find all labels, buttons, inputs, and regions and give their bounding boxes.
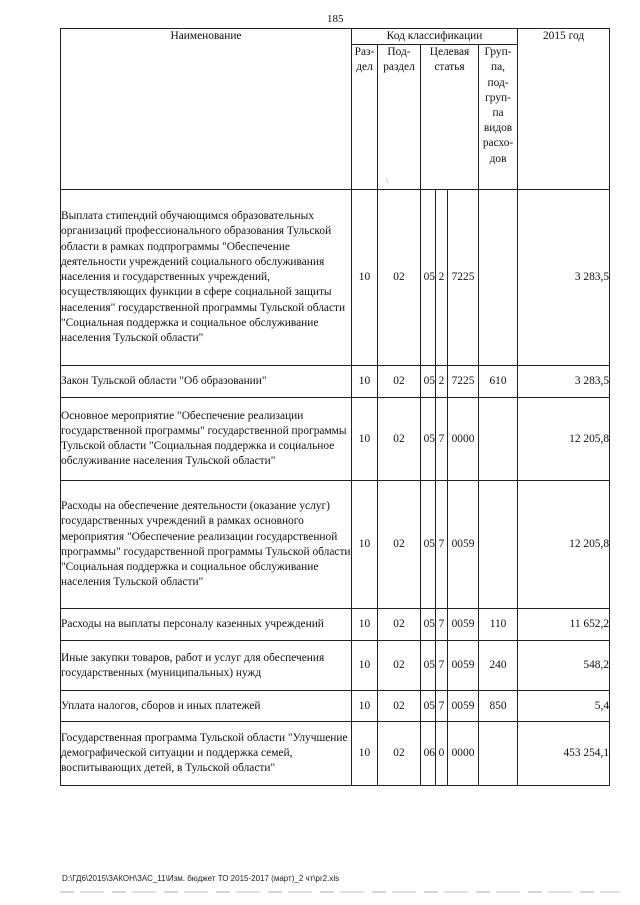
header-name: Наименование <box>61 29 352 190</box>
scan-artifact-line <box>60 891 620 893</box>
row-article-subprogram: 7 <box>436 609 448 641</box>
row-article-direction: 7225 <box>448 366 479 398</box>
row-article-direction: 0059 <box>448 641 479 691</box>
row-amount: 12 205,8 <box>518 398 610 481</box>
table-body <box>61 190 610 786</box>
row-article-subprogram: 7 <box>436 481 448 609</box>
row-subsection: 02 <box>378 366 421 398</box>
row-name: Расходы на обеспечение деятельности (оказание услуг) государственных учреждений в рамках основного мероприятия "Обеспечение реализации государственной программы" государственной программы Тульской области "Социальная поддержка и социальное обслуживание населения Тульской области" <box>61 481 352 609</box>
header-year: 2015 год <box>518 29 610 190</box>
row-amount: 3 283,5 <box>518 190 610 366</box>
row-subsection: 02 <box>378 481 421 609</box>
header-section: Раз- дел <box>352 45 378 190</box>
row-article-program: 05 <box>421 481 436 609</box>
row-section: 10 <box>352 366 378 398</box>
row-article-direction: 0059 <box>448 691 479 722</box>
row-article-subprogram: 7 <box>436 641 448 691</box>
row-article-subprogram: 2 <box>436 366 448 398</box>
row-article-subprogram: 2 <box>436 190 448 366</box>
row-name: Иные закупки товаров, работ и услуг для обеспечения государственных (муниципальных) нужд <box>61 641 352 691</box>
row-subsection: 02 <box>378 398 421 481</box>
budget-table <box>60 28 610 786</box>
row-article-direction: 0059 <box>448 609 479 641</box>
page-number: 185 <box>327 13 344 25</box>
row-article-direction: 7225 <box>448 190 479 366</box>
row-amount: 548,2 <box>518 641 610 691</box>
row-name: Уплата налогов, сборов и иных платежей <box>61 691 352 722</box>
row-article-program: 05 <box>421 190 436 366</box>
header-code-group: Код классификации <box>352 29 518 45</box>
table-row <box>61 691 610 722</box>
table-row <box>61 481 610 609</box>
row-expense-group: 110 <box>479 609 518 641</box>
row-article-direction: 0000 <box>448 398 479 481</box>
header-row-top <box>61 29 610 45</box>
row-name: Выплата стипендий обучающимся образовательных организаций профессионального образования Тульской области в рамках подпрограммы "Обеспечение деятельности учреждений социального обслуживания населения и государственных учреждений, осуществляющих функции в сфере социальной защиты населения" государственной программы Тульской области "Социальная поддержка и социальное обслуживание населения Тульской области" <box>61 190 352 366</box>
table-row <box>61 641 610 691</box>
row-subsection: 02 <box>378 641 421 691</box>
row-amount: 5,4 <box>518 691 610 722</box>
row-name: Государственная программа Тульской области "Улучшение демографической ситуации и поддержка семей, воспитывающих детей, в Тульской области" <box>61 722 352 786</box>
row-expense-group <box>479 481 518 609</box>
row-name: Закон Тульской области "Об образовании" <box>61 366 352 398</box>
row-article-subprogram: 7 <box>436 691 448 722</box>
row-subsection: 02 <box>378 190 421 366</box>
row-article-program: 05 <box>421 641 436 691</box>
row-expense-group <box>479 190 518 366</box>
row-name: Расходы на выплаты персоналу казенных учреждений <box>61 609 352 641</box>
row-section: 10 <box>352 398 378 481</box>
row-section: 10 <box>352 722 378 786</box>
row-article-program: 05 <box>421 691 436 722</box>
row-article-program: 06 <box>421 722 436 786</box>
table-row <box>61 190 610 366</box>
row-article-direction: 0000 <box>448 722 479 786</box>
table-row <box>61 366 610 398</box>
row-section: 10 <box>352 691 378 722</box>
row-article-direction: 0059 <box>448 481 479 609</box>
row-section: 10 <box>352 481 378 609</box>
row-section: 10 <box>352 190 378 366</box>
row-name: Основное мероприятие "Обеспечение реализации государственной программы" государственной программы Тульской области "Социальная поддержка и социальное обслуживание населения Тульской области" <box>61 398 352 481</box>
row-subsection: 02 <box>378 609 421 641</box>
row-amount: 11 652,2 <box>518 609 610 641</box>
header-expense-group: Груп- па, под- груп- па видов расхо- дов <box>479 45 518 190</box>
stray-mark: \ <box>386 176 389 185</box>
row-expense-group: 850 <box>479 691 518 722</box>
row-subsection: 02 <box>378 691 421 722</box>
row-amount: 3 283,5 <box>518 366 610 398</box>
row-amount: 12 205,8 <box>518 481 610 609</box>
table-row <box>61 398 610 481</box>
row-article-subprogram: 7 <box>436 398 448 481</box>
row-expense-group: 240 <box>479 641 518 691</box>
row-section: 10 <box>352 609 378 641</box>
row-article-program: 05 <box>421 609 436 641</box>
row-article-subprogram: 0 <box>436 722 448 786</box>
row-expense-group <box>479 398 518 481</box>
row-expense-group: 610 <box>479 366 518 398</box>
table-row <box>61 722 610 786</box>
row-article-program: 05 <box>421 366 436 398</box>
row-subsection: 02 <box>378 722 421 786</box>
header-target-article: Целевая статья <box>421 45 479 190</box>
row-amount: 453 254,1 <box>518 722 610 786</box>
footer-file-path: D:\ГД6\2015\ЗАКОН\ЗАС_11\Изм. бюджет ТО 2015-2017 (март)_2 чт\pr2.xls <box>62 874 340 883</box>
row-expense-group <box>479 722 518 786</box>
row-section: 10 <box>352 641 378 691</box>
table-row <box>61 609 610 641</box>
header-subsection: Под- раздел <box>378 45 421 190</box>
row-article-program: 05 <box>421 398 436 481</box>
